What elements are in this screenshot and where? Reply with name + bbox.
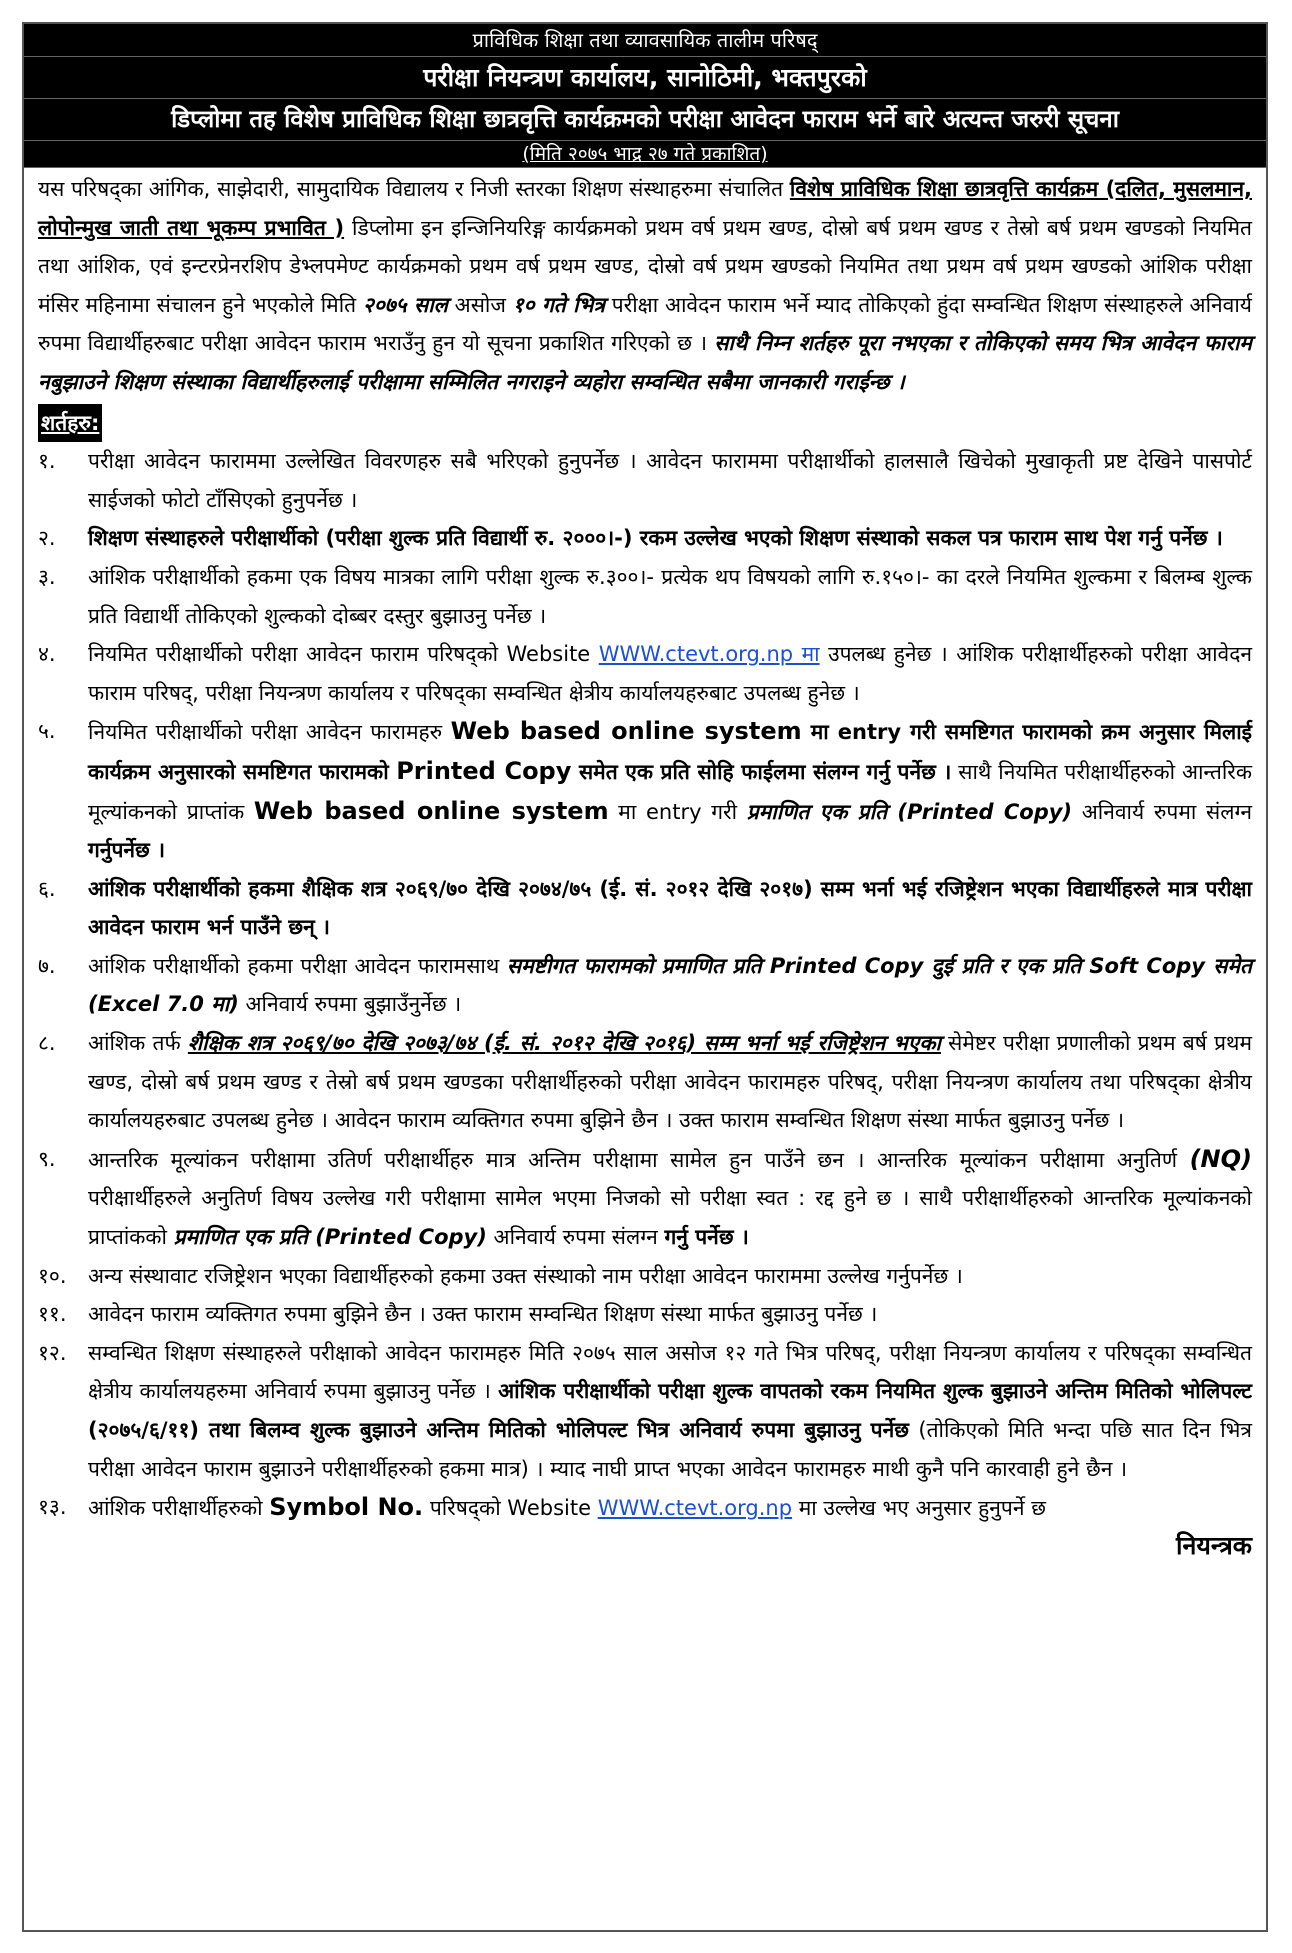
text-segment: (NQ) [1189, 1144, 1252, 1173]
condition-number: ६. [38, 876, 56, 901]
text-segment: गर्नु पर्नेछ । [664, 1225, 749, 1250]
text-segment: अनिवार्य रुपमा संलग्न [486, 1225, 665, 1250]
notice-body [24, 168, 1266, 1564]
published-date-text: (मिति २०७५ भाद्र २७ गते प्रकाशित) [522, 143, 768, 165]
council-name: प्राविधिक शिक्षा तथा व्यावसायिक तालीम परिषद् [24, 24, 1266, 57]
office-name: परीक्षा नियन्त्रण कार्यालय, सानोठिमी, भक्तपुरको [24, 57, 1266, 99]
condition-text [88, 1024, 1252, 1140]
website-link[interactable]: WWW.ctevt.org.np [597, 1496, 793, 1521]
condition-item [38, 519, 1252, 558]
text-segment: सम्वन्धित शिक्षण संस्थाहरुले परीक्षाको आवेदन फारामहरु मिति २०७५ साल असोज १२ गते भित्र परिषद्, परीक्षा नियन्त्रण कार्यालय र परिषद्का सम्वन्धित क्षेत्रीय कार्यालयहरुमा अनिवार्य रुपमा बुझाउनु पर्नेछ । [88, 1340, 1252, 1404]
condition-text [88, 1334, 1252, 1488]
intro-paragraph [38, 170, 1252, 402]
condition-text [88, 442, 1252, 519]
text-segment: डिप्लोमा इन इन्जिनियरिङ्ग कार्यक्रमको प्रथम वर्ष प्रथम खण्ड, दोस्रो बर्ष प्रथम खण्ड र तेस्रो बर्ष प्रथम खण्डको नियमित तथा आंशिक, एवं इन्टरप्रेनरशिप डेभ्लपमेण्ट कार्यक्रमको प्रथम वर्ष प्रथम खण्ड, दोस्रो वर्ष प्रथम खण्डको नियमित तथा प्रथम वर्ष प्रथम खण्डको आंशिक परीक्षा मंसिर महिनामा संचालन हुने भएकोले मिति [38, 215, 1252, 317]
text-segment: परिषद्को Website [423, 1496, 598, 1521]
text-segment: विशेष प्राविधिक शिक्षा छात्रवृत्ति कार्यक्रम (दलित, मुसलमान, लोपोन्मुख जाती तथा भूकम्प प्रभावित ) [38, 177, 1252, 240]
text-segment: सेमेष्टर परीक्षा प्रणालीको प्रथम बर्ष प्रथम खण्ड, दोस्रो बर्ष प्रथम खण्ड र तेस्रो बर्ष प्रथम खण्डका परीक्षार्थीहरुको परीक्षा आवेदन फारामहरु परिषद्, परीक्षा नियन्त्रण कार्यालय तथा परिषद्का क्षेत्रीय कार्यालयहरुबाट उपलब्ध हुनेछ । आवेदन फाराम व्यक्तिगत रुपमा बुझिने छैन । उक्त फाराम सम्वन्धित शिक्षण संस्था मार्फत बुझाउनु पर्नेछ । [88, 1031, 1253, 1133]
text-segment: असोज [447, 292, 513, 317]
condition-number: ७. [38, 953, 56, 978]
text-segment: आंशिक तर्फ [88, 1031, 188, 1056]
conditions-list [38, 442, 1252, 1528]
text-segment: अनिवार्य रुपमा संलग्न [1072, 799, 1253, 824]
text-segment: मा उल्लेख भए अनुसार हुनुपर्ने छ [792, 1496, 1046, 1521]
text-segment: आन्तरिक मूल्यांकन परीक्षामा उतिर्ण परीक्षार्थीहरु मात्र अन्तिम परीक्षामा सामेल हुन पाउँने छन । आन्तरिक मूल्यांकन परीक्षामा अनुतिर्ण [88, 1147, 1190, 1172]
text-segment: अन्य संस्थावाट रजिष्ट्रेशन भएका विद्यार्थीहरुको हकमा उक्त संस्थाको नाम परीक्षा आवेदन फाराममा उल्लेख गर्नुपर्नेछ । [88, 1263, 963, 1288]
condition-number: २. [38, 526, 56, 551]
text-segment: आंशिक परीक्षार्थीको परीक्षा शुल्क वापतको रकम नियमित शुल्क बुझाउने अन्तिम मितिको भोलिपल्ट (२०७५/६/११) तथा बिलम्व शुल्क बुझाउने अन्तिम मितिको भोलिपल्ट भित्र अनिवार्य रुपमा बुझाउनु पर्नेछ [88, 1379, 1253, 1442]
condition-item [38, 712, 1252, 869]
condition-item [38, 870, 1252, 947]
condition-number: १. [38, 449, 56, 474]
condition-text [88, 1295, 1252, 1334]
condition-text [88, 712, 1252, 869]
text-segment: समष्टीगत फारामको प्रमाणित प्रति Printed Copy दुई प्रति र एक प्रति Soft Copy समेत (Excel 7.0 मा) [88, 953, 1252, 1017]
condition-text [88, 1257, 1252, 1296]
text-segment: Web based online system [450, 717, 802, 746]
text-segment: (तोकिएको मिति भन्दा पछि सात दिन भित्र परीक्षा आवेदन फाराम बुझाउने परीक्षार्थीहरुको हकमा मात्र) । म्याद नाघी प्राप्त भएका आवेदन फारामहरु माथी कुनै पनि कारवाही हुने छैन । [88, 1418, 1252, 1481]
condition-text [88, 635, 1252, 712]
text-segment: Printed Copy [396, 756, 572, 785]
text-segment: परीक्षार्थीहरुले अनुतिर्ण विषय उल्लेख गरी परीक्षामा सामेल भएमा निजको सो परीक्षा स्वत : रद्द हुने छ । साथै परीक्षार्थीहरुको आन्तरिक मूल्यांकनको प्राप्तांकको [88, 1186, 1252, 1250]
notice-header [24, 24, 1266, 168]
text-segment: शैक्षिक शत्र २०६९/७० देखि २०७३/७४ (ई. सं. २०१२ देखि २०१६) सम्म भर्ना भई रजिष्ट्रेशन भएका [187, 1031, 941, 1056]
text-segment: आंशिक परीक्षार्थीको हकमा शैक्षिक शत्र २०६९/७० देखि २०७४/७५ (ई. सं. २०१२ देखि २०१७) सम्म भर्ना भई रजिष्ट्रेशन भएका विद्यार्थीहरुले मात्र परीक्षा आवेदन फाराम भर्न पाउँने छन् । [88, 876, 1252, 940]
text-segment: परीक्षा आवेदन फाराममा उल्लेखित विवरणहरु सबै भरिएको हुनुपर्नेछ । आवेदन फाराममा परीक्षार्थीको हालसालै खिचेको मुखाकृती प्रष्ट देखिने पासपोर्ट साईजको फोटो टाँसिएको हुनुपर्नेछ । [88, 449, 1252, 512]
text-segment: नियमित परीक्षार्थीको परीक्षा आवेदन फाराम परिषद्को Website [88, 642, 599, 667]
text-segment: आंशिक परीक्षार्थीको हकमा परीक्षा आवेदन फारामसाथ [88, 953, 507, 978]
published-date [24, 141, 1266, 168]
condition-number: १२. [38, 1340, 67, 1365]
text-segment: मा entry गरी समष्टिगत फारामको क्रम अनुसार मिलाई कार्यक्रम अनुसारको समष्टिगत फारामको [88, 720, 1252, 784]
text-segment: Symbol No. [269, 1493, 424, 1522]
notice-frame [22, 22, 1268, 1932]
text-segment: प्रमाणित एक प्रति (Printed Copy) [173, 1225, 487, 1250]
condition-text [88, 1488, 1252, 1528]
condition-item [38, 1488, 1252, 1528]
text-segment: उपलब्ध हुनेछ । आंशिक परीक्षार्थीहरुको परीक्षा आवेदन फाराम परिषद्, परीक्षा नियन्त्रण कार्यालय र परिषद्का सम्वन्धित क्षेत्रीय कार्यालयहरुबाट उपलब्ध हुनेछ । [88, 642, 1253, 705]
text-segment: परीक्षा आवेदन फाराम भर्ने म्याद तोकिएको हुंदा सम्वन्धित शिक्षण संस्थाहरुले अनिवार्य रुपमा विद्यार्थीहरुबाट परीक्षा आवेदन फाराम भराउँनु हुन यो सूचना प्रकाशित गरिएको छ । [38, 292, 1252, 356]
condition-item [38, 1334, 1252, 1488]
text-segment: शिक्षण संस्थाहरुले परीक्षार्थीको (परीक्षा शुल्क प्रति विद्यार्थी रु. २०००।-) रकम उल्लेख भएको शिक्षण संस्थाको सकल पत्र फाराम साथ पेश गर्नु पर्नेछ । [88, 526, 1223, 551]
text-segment: यस परिषद्का आंगिक, साझेदारी, सामुदायिक विद्यालय र निजी स्तरका शिक्षण संस्थाहरुमा संचालित [38, 177, 790, 201]
text-segment: गर्नुपर्नेछ । [88, 838, 166, 863]
condition-item [38, 635, 1252, 712]
condition-item [38, 558, 1252, 635]
condition-text [88, 947, 1252, 1024]
text-segment: साथै निम्न शर्तहरु पूरा नभएका र तोकिएको समय भित्र आवेदन फाराम नबुझाउने शिक्षण संस्थाका विद्यार्थीहरुलाई परीक्षामा सम्मिलित नगराइने व्यहोरा सम्वन्धित सबैमा जानकारी गराईन्छ । [38, 331, 1252, 394]
text-segment: २०७५ साल [362, 292, 448, 317]
condition-number: १३. [38, 1495, 67, 1520]
condition-number: ९. [38, 1146, 56, 1171]
condition-number: ५. [38, 719, 56, 744]
condition-number: ८. [38, 1031, 56, 1056]
notice-title: डिप्लोमा तह विशेष प्राविधिक शिक्षा छात्रवृत्ति कार्यक्रमको परीक्षा आवेदन फाराम भर्ने बारे अत्यन्त जरुरी सूचना [24, 99, 1266, 141]
text-segment: नियमित परीक्षार्थीको परीक्षा आवेदन फारामहरु [88, 720, 451, 745]
text-segment: आंशिक परीक्षार्थीको हकमा एक विषय मात्रका लागि परीक्षा शुल्क रु.३००।- प्रत्येक थप विषयको लागि रु.१५०।- का दरले नियमित शुल्कमा र बिलम्ब शुल्क प्रति विद्यार्थी तोकिएको शुल्कको दोब्बर दस्तुर बुझाउनु पर्नेछ । [88, 564, 1252, 628]
condition-item [38, 1257, 1252, 1296]
condition-item [38, 947, 1252, 1024]
text-segment: समेत एक प्रति सोहि फाईलमा संलग्न गर्नु पर्नेछ । [571, 759, 952, 784]
condition-text [88, 558, 1252, 635]
website-link[interactable]: WWW.ctevt.org.np मा [598, 642, 820, 667]
condition-text [88, 1140, 1252, 1257]
condition-item [38, 1140, 1252, 1257]
condition-number: १०. [38, 1263, 67, 1288]
condition-number: ३. [38, 564, 56, 589]
text-segment: आंशिक परीक्षार्थीहरुको [88, 1496, 270, 1521]
text-segment: १० गते भित्र [512, 292, 605, 317]
condition-number: ४. [38, 642, 56, 667]
condition-number: ११. [38, 1302, 67, 1327]
text-segment: अनिवार्य रुपमा बुझाउँनुर्नेछ । [238, 992, 462, 1017]
condition-text [88, 870, 1252, 947]
condition-item [38, 442, 1252, 519]
text-segment: Web based online system [253, 796, 609, 825]
conditions-heading: शर्तहरु: [38, 404, 102, 443]
condition-text [88, 519, 1252, 558]
text-segment: मा entry गरी [608, 799, 747, 824]
text-segment: साथै नियमित परीक्षार्थीहरुको आन्तरिक मूल्यांकनको प्राप्तांक [88, 759, 1252, 824]
condition-item [38, 1295, 1252, 1334]
condition-item [38, 1024, 1252, 1140]
text-segment: आवेदन फाराम व्यक्तिगत रुपमा बुझिने छैन । उक्त फाराम सम्वन्धित शिक्षण संस्था मार्फत बुझाउनु पर्नेछ । [88, 1302, 878, 1327]
signature: नियन्त्रक [1176, 1530, 1252, 1560]
text-segment: प्रमाणित एक प्रति (Printed Copy) [746, 799, 1073, 824]
